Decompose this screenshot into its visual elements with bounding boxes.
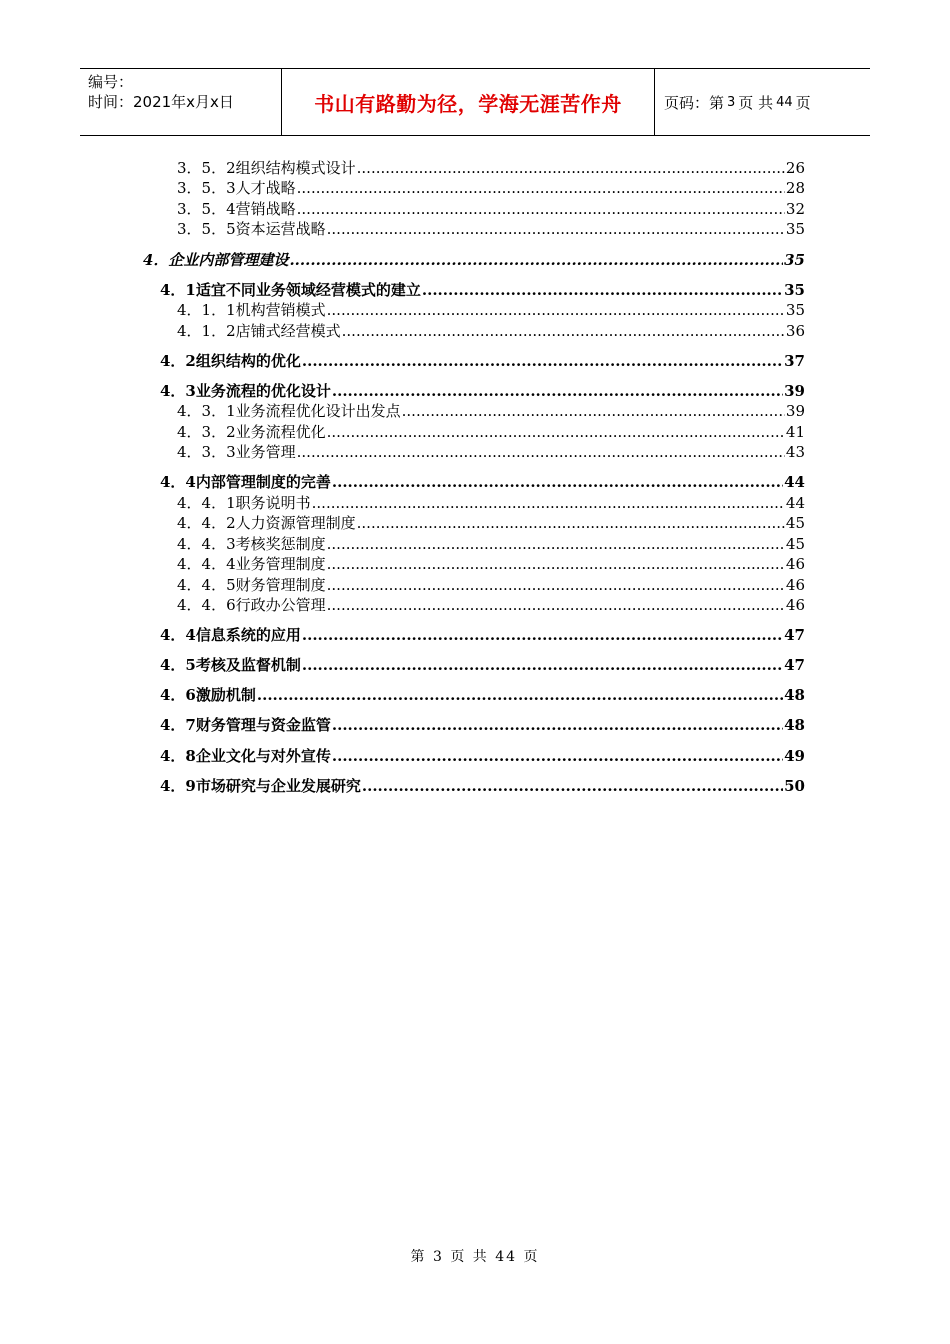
- toc-dot-leader: [289, 250, 783, 270]
- toc-entry-page: 47: [784, 626, 805, 644]
- toc-dot-leader: [327, 534, 785, 554]
- toc-entry[interactable]: [160, 472, 805, 492]
- toc-entry-page: 41: [785, 423, 805, 441]
- toc-entry[interactable]: [160, 776, 805, 796]
- toc-entry[interactable]: [160, 655, 805, 675]
- header-number-label: 编号：: [88, 73, 134, 91]
- toc-entry[interactable]: [177, 513, 805, 533]
- toc-dot-leader: [422, 280, 783, 300]
- toc-entry[interactable]: [143, 250, 805, 270]
- footer-mid: 页 共: [450, 1249, 489, 1265]
- toc-entry[interactable]: [177, 401, 805, 421]
- header-time-label: 时间：2021年x月x日: [88, 93, 234, 111]
- page-footer: [0, 1246, 950, 1266]
- toc-entry[interactable]: [177, 534, 805, 554]
- header-page-current: 3: [727, 94, 736, 110]
- footer-total: 44: [495, 1249, 518, 1265]
- toc-entry-title: 4．1适宜不同业务领域经营模式的建立: [160, 281, 421, 299]
- toc-entry[interactable]: [177, 178, 805, 198]
- toc-dot-leader: [302, 351, 783, 371]
- toc-dot-leader: [402, 401, 785, 421]
- toc-entry[interactable]: [160, 715, 805, 735]
- toc-entry-title: 4．7财务管理与资金监管: [160, 716, 331, 734]
- header-page-mid: 页 共: [738, 93, 774, 112]
- toc-entry-page: 37: [784, 352, 805, 370]
- toc-entry-page: 47: [784, 656, 805, 674]
- toc-entry-page: 39: [785, 402, 805, 420]
- toc-entry-page: 35: [785, 220, 805, 238]
- footer-prefix: 第: [410, 1249, 427, 1265]
- toc-entry-page: 35: [784, 251, 805, 269]
- toc-dot-leader: [327, 300, 785, 320]
- toc-entry-page: 45: [785, 535, 805, 553]
- toc-dot-leader: [332, 715, 783, 735]
- toc-entry-page: 36: [785, 322, 805, 340]
- toc-entry-title: 3．5．5资本运营战略: [177, 220, 326, 238]
- toc-entry-page: 35: [785, 301, 805, 319]
- toc-entry-title: 3．5．4营销战略: [177, 200, 296, 218]
- toc-dot-leader: [327, 595, 785, 615]
- toc-entry[interactable]: [160, 746, 805, 766]
- toc-dot-leader: [342, 321, 785, 341]
- toc-entry-title: 4．4．6行政办公管理: [177, 596, 326, 614]
- toc-entry-page: 50: [784, 777, 805, 795]
- toc-dot-leader: [297, 442, 785, 462]
- toc-entry-title: 4．4．5财务管理制度: [177, 576, 326, 594]
- toc-entry-title: 4．3业务流程的优化设计: [160, 382, 331, 400]
- toc-entry-title: 4．4内部管理制度的完善: [160, 473, 331, 491]
- toc-entry-title: 4．4信息系统的应用: [160, 626, 301, 644]
- toc-entry[interactable]: [177, 300, 805, 320]
- toc-entry-page: 39: [784, 382, 805, 400]
- toc-dot-leader: [312, 493, 785, 513]
- toc-dot-leader: [297, 178, 785, 198]
- toc-dot-leader: [302, 655, 783, 675]
- footer-suffix: 页: [523, 1249, 540, 1265]
- toc-entry[interactable]: [160, 625, 805, 645]
- toc-entry-title: 4．4．2人力资源管理制度: [177, 514, 356, 532]
- footer-current: 3: [432, 1249, 444, 1265]
- toc-entry-page: 45: [785, 514, 805, 532]
- header-page-suffix: 页: [795, 93, 811, 112]
- toc-dot-leader: [297, 199, 785, 219]
- toc-entry-title: 3．5．2组织结构模式设计: [177, 159, 356, 177]
- toc-dot-leader: [327, 422, 785, 442]
- header-page-prefix: 页码：第: [664, 93, 725, 112]
- header-page-total: 44: [776, 94, 793, 110]
- toc-dot-leader: [332, 472, 783, 492]
- toc-entry[interactable]: [177, 321, 805, 341]
- toc-entry-title: 4．3．2业务流程优化: [177, 423, 326, 441]
- header-motto: 书山有路勤为径，学海无涯苦作舟: [282, 69, 655, 135]
- toc-entry-title: 4．2组织结构的优化: [160, 352, 301, 370]
- toc-entry-page: 32: [785, 200, 805, 218]
- toc-entry[interactable]: [177, 422, 805, 442]
- toc-entry-title: 4．4．4业务管理制度: [177, 555, 326, 573]
- toc-entry-title: 4．9市场研究与企业发展研究: [160, 777, 361, 795]
- toc-entry-page: 46: [785, 555, 805, 573]
- toc-entry[interactable]: [177, 442, 805, 462]
- toc-dot-leader: [327, 575, 785, 595]
- toc-entry-title: 4．4．3考核奖惩制度: [177, 535, 326, 553]
- toc-entry-page: 43: [785, 443, 805, 461]
- toc-entry-title: 4．3．1业务流程优化设计出发点: [177, 402, 401, 420]
- toc-entry-title: 4．1．2店铺式经营模式: [177, 322, 341, 340]
- toc-dot-leader: [302, 625, 783, 645]
- toc-entry[interactable]: [177, 575, 805, 595]
- toc-entry-title: 4．6激励机制: [160, 686, 256, 704]
- toc-entry[interactable]: [160, 351, 805, 371]
- toc-dot-leader: [257, 685, 783, 705]
- toc-entry-page: 26: [785, 159, 805, 177]
- toc-entry[interactable]: [177, 493, 805, 513]
- toc-entry-page: 48: [784, 686, 805, 704]
- toc-entry[interactable]: [177, 219, 805, 239]
- toc-entry-title: 4．企业内部管理建设: [143, 251, 289, 269]
- toc-entry-page: 49: [784, 747, 805, 765]
- toc-dot-leader: [327, 219, 785, 239]
- toc-entry-title: 4．3．3业务管理: [177, 443, 296, 461]
- toc-entry-page: 46: [785, 576, 805, 594]
- toc-entry-page: 35: [784, 281, 805, 299]
- toc-dot-leader: [357, 513, 785, 533]
- toc-entry[interactable]: [160, 381, 805, 401]
- toc-dot-leader: [327, 554, 785, 574]
- toc-dot-leader: [362, 776, 783, 796]
- toc-entry[interactable]: [160, 685, 805, 705]
- toc-dot-leader: [357, 158, 785, 178]
- toc-entry-page: 44: [785, 494, 805, 512]
- toc-entry-title: 4．1．1机构营销模式: [177, 301, 326, 319]
- toc-entry-page: 28: [785, 179, 805, 197]
- toc-dot-leader: [332, 381, 783, 401]
- toc-entry-title: 4．5考核及监督机制: [160, 656, 301, 674]
- toc-entry-title: 4．4．1职务说明书: [177, 494, 311, 512]
- toc-entry[interactable]: [160, 280, 805, 300]
- toc-entry-page: 46: [785, 596, 805, 614]
- toc-entry-page: 48: [784, 716, 805, 734]
- toc-entry[interactable]: [177, 199, 805, 219]
- toc-entry-page: 44: [784, 473, 805, 491]
- toc-entry[interactable]: [177, 595, 805, 615]
- toc-dot-leader: [332, 746, 783, 766]
- toc-entry-title: 3．5．3人才战略: [177, 179, 296, 197]
- toc-entry[interactable]: [177, 554, 805, 574]
- toc-entry[interactable]: [177, 158, 805, 178]
- toc-entry-title: 4．8企业文化与对外宣传: [160, 747, 331, 765]
